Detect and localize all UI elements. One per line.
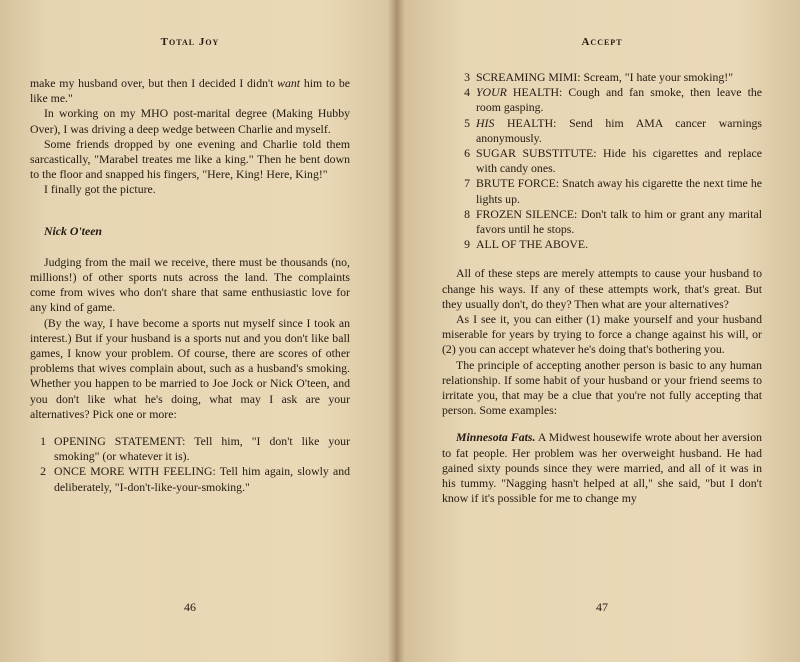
paragraph: In working on my MHO post-marital degree (Making Hubby Over), I was driving a deep wedge between Charlie and myself. <box>30 106 350 136</box>
section-subhead: Nick O'teen <box>44 223 102 238</box>
list-number: 9 <box>464 237 470 252</box>
paragraph: I finally got the picture. <box>44 182 156 197</box>
list-text: FROZEN SILENCE: Don't talk to him or grant any marital favors until he stops. <box>476 206 762 237</box>
emphasis: HIS <box>476 115 495 130</box>
paragraph: (By the way, I have become a sports nut myself since I took an interest.) But if your husband is a sports nut and you don't like ball games, I know your problem. Of course, there are scores of other problems that wives complain about, such as a husband's smoking. Whether you happen to be married to Joe Jock or Nick O'teen, and you don't like what he's doing, what may I ask are your alternatives? Pick one or more: <box>30 315 350 421</box>
left-page <box>30 0 350 662</box>
paragraph: As I see it, you can either (1) make yourself and your husband miserable for years by trying to force a change against his will, or (2) you can accept whatever he's doing that's bothering you. <box>442 312 762 357</box>
list-text: ONCE MORE WITH FEELING: Tell him again, slowly and deliberately, "I-don't-like-your-smoking." <box>54 464 350 494</box>
list-number: 8 <box>464 206 470 221</box>
list-item <box>442 116 762 146</box>
list-number: 4 <box>464 85 470 100</box>
paragraph: Some friends dropped by one evening and Charlie told them sarcastically, "Marabel treates me like a king." Then he bent down to the floor and snapped his fingers, "Here, King! Here, King!" <box>30 136 350 182</box>
list-text: OPENING STATEMENT: Tell him, "I don't like your smoking" (or whatever it is). <box>54 434 350 464</box>
list-item <box>442 237 762 252</box>
running-head-left: Total Joy <box>160 36 220 48</box>
list-text: HEALTH: Cough and fan smoke, then leave the room gasping. <box>476 85 762 115</box>
right-page-body <box>442 70 762 506</box>
list-item <box>30 464 350 494</box>
paragraph <box>30 76 350 106</box>
list-item <box>442 70 762 85</box>
list-item <box>442 176 762 206</box>
list-item <box>30 434 350 464</box>
text-run: him to be like me." <box>30 76 350 106</box>
paragraph: All of these steps are merely attempts to cause your husband to change his ways. If any of these attempts work, that's great. But they usually don't, do they? Then what are your alternatives? <box>442 266 762 311</box>
steps-list-left <box>30 434 350 495</box>
emphasis: YOUR <box>476 85 507 100</box>
list-number: 3 <box>464 70 470 84</box>
list-item <box>442 85 762 115</box>
list-number: 1 <box>40 434 46 449</box>
list-number: 7 <box>464 176 470 191</box>
text-run: A Midwest housewife wrote about her aversion to fat people. Her problem was her overweight husband. He had gained sixty pounds since they were married, and all of it was in his tummy. "Nagging hasn't helped at all," she said, "but I don't know if it's possible for me to change my <box>442 430 763 506</box>
list-text: BRUTE FORCE: Snatch away his cigarette the next time he lights up. <box>476 176 762 206</box>
list-number: 2 <box>40 464 46 479</box>
list-text: SUGAR SUBSTITUTE: Hide his cigarettes and replace with candy ones. <box>476 146 762 176</box>
list-item <box>442 207 762 237</box>
text-run: make my husband over, but then I decided I didn't <box>30 76 278 90</box>
list-text: HEALTH: Send him AMA cancer warnings anonymously. <box>476 115 762 145</box>
list-item <box>442 146 762 176</box>
page-number-right: 47 <box>596 600 608 614</box>
list-text: SCREAMING MIMI: Scream, "I hate your smoking!" <box>476 70 734 84</box>
running-head-right: Accept <box>581 36 623 48</box>
list-number: 6 <box>464 146 470 161</box>
right-page <box>442 0 762 662</box>
emphasis: want <box>277 76 301 90</box>
example-lead: Minnesota Fats. <box>456 430 536 445</box>
list-number: 5 <box>464 115 470 130</box>
steps-list-right <box>442 70 762 252</box>
left-page-body <box>30 76 350 495</box>
paragraph <box>442 430 762 506</box>
paragraph: Judging from the mail we receive, there must be thousands (no, millions!) of other sports nuts across the land. The complaints come from wives who don't share that same enthusiastic love for any kind of game. <box>30 254 350 315</box>
page-number-left: 46 <box>184 600 196 614</box>
list-text: ALL OF THE ABOVE. <box>476 237 589 252</box>
paragraph: The principle of accepting another person is basic to any human relationship. If some habit of your husband or your friend seems to irritate you, that may be a clue that you're not fully accepting that person. Some examples: <box>442 357 762 418</box>
